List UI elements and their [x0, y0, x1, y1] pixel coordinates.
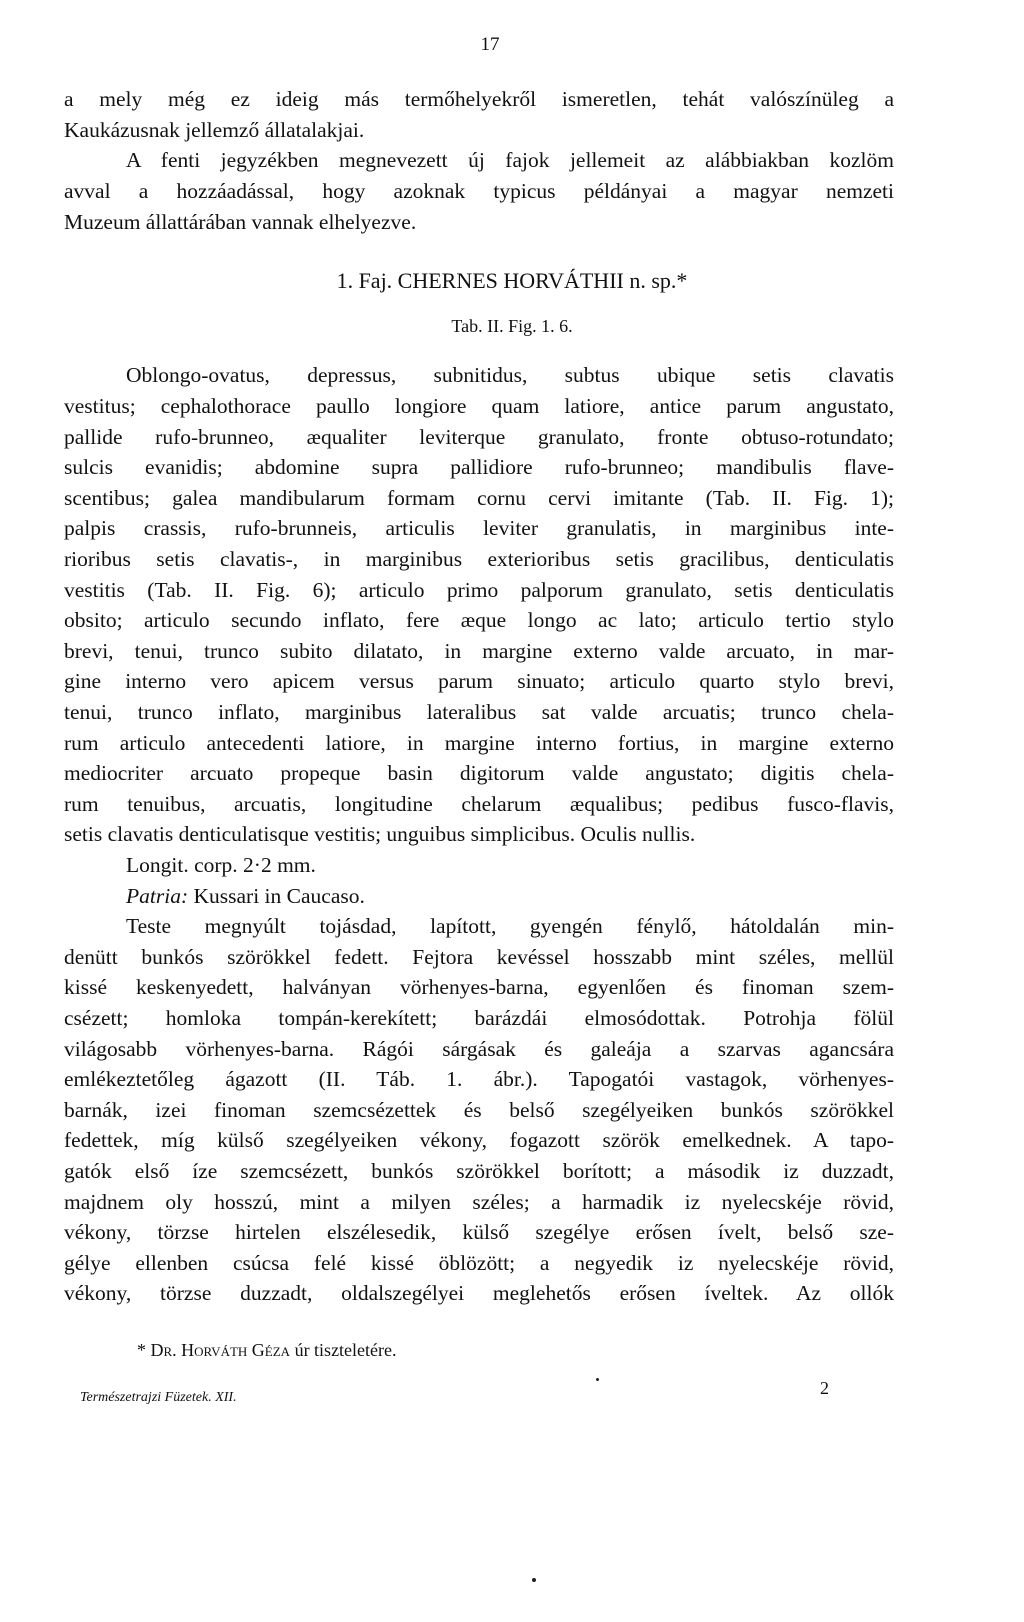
footnote	[137, 1340, 397, 1361]
text-line: scentibus; galea mandibularum formam cornu cervi imitante (Tab. II. Fig. 1);	[64, 486, 894, 510]
text-line: mediocriter arcuato propeque basin digitorum valde angustato; digitis chela-	[64, 761, 894, 785]
text-line: A fenti jegyzékben megnevezett új fajok jellemeit az alábbiakban kozlöm	[126, 148, 894, 172]
text-line: brevi, tenui, trunco subito dilatato, in margine externo valde arcuato, in mar-	[64, 639, 894, 663]
text-line: a mely még ez ideig más termőhelyekről ismeretlen, tehát valószínüleg a	[64, 87, 894, 111]
text-line: Kaukázusnak jellemző állatalakjai.	[64, 118, 365, 142]
footnote-text: úr tiszteletére.	[294, 1340, 397, 1360]
text-line: fedettek, míg külső szegélyeiken vékony, fogazott szörök emelkednek. A tapo-	[64, 1128, 894, 1152]
footnote-name: Dr. Horváth Géza	[150, 1340, 291, 1360]
text-line: vékony, törzse hirtelen elszélesedik, külső szegélye erősen ívelt, belső sze-	[64, 1220, 894, 1244]
body-length: Longit. corp. 2·2 mm.	[126, 853, 316, 877]
species-heading: 1. Faj. CHERNES HORVÁTHII n. sp.*	[336, 268, 688, 293]
text-line: sulcis evanidis; abdomine supra pallidiore rufo-brunneo; mandibulis flave-	[64, 455, 894, 479]
text-line: barnák, izei finoman szemcsézettek és belső szegélyeiken bunkós szörökkel	[64, 1098, 894, 1122]
text-line: csézett; homloka tompán-kerekített; barázdái elmosódottak. Potrohja fölül	[64, 1006, 894, 1030]
text-line: obsito; articulo secundo inflato, fere æque longo ac lato; articulo tertio stylo	[64, 608, 894, 632]
plate-reference: Tab. II. Fig. 1. 6.	[451, 316, 573, 336]
text-line: avval a hozzáadással, hogy azoknak typicus példányai a magyar nemzeti	[64, 179, 894, 203]
footnote-mark: *	[137, 1340, 146, 1360]
page-number: 17	[480, 34, 500, 55]
locality-value: Kussari in Caucaso.	[193, 884, 365, 908]
text-line: vestitis (Tab. II. Fig. 6); articulo primo palporum granulato, setis denticulatis	[64, 578, 894, 602]
text-line: rum tenuibus, arcuatis, longitudine chelarum æqualibus; pedibus fusco-flavis,	[64, 792, 894, 816]
speck	[596, 1378, 599, 1381]
text-line: pallide rufo-brunneo, æqualiter leviterque granulato, fronte obtuso-rotundato;	[64, 425, 894, 449]
text-line: rum articulo antecedenti latiore, in margine interno fortius, in margine externo	[64, 731, 894, 755]
text-line: vékony, törzse duzzadt, oldalszegélyei meglehetős erősen íveltek. Az ollók	[64, 1281, 894, 1305]
text-line: emlékeztetőleg ágazott (II. Táb. 1. ábr.). Tapogatói vastagok, vörhenyes-	[64, 1067, 894, 1091]
text-line: kissé keskenyedett, halványan vörhenyes-barna, egyenlően és finoman szem-	[64, 975, 894, 999]
sheet-signature: 2	[820, 1378, 829, 1398]
text-line: denütt bunkós szörökkel fedett. Fejtora kevéssel hosszabb mint széles, mellül	[64, 945, 894, 969]
text-line: világosabb vörhenyes-barna. Rágói sárgásak és galeája a szarvas agancsára	[64, 1037, 894, 1061]
text-line: Muzeum állattárában vannak elhelyezve.	[64, 210, 417, 234]
text-line: rioribus setis clavatis-, in marginibus exterioribus setis gracilibus, denticulatis	[64, 547, 894, 571]
text-line: gatók első íze szemcsézett, bunkós szörökkel borított; a második iz duzzadt,	[64, 1159, 894, 1183]
text-line: vestitus; cephalothorace paullo longiore quam latiore, antice parum angustato,	[64, 394, 894, 418]
locality	[126, 881, 894, 911]
text-line: majdnem oly hosszú, mint a milyen széles; a harmadik iz nyelecskéje rövid,	[64, 1190, 894, 1214]
text-line: Teste megnyúlt tojásdad, lapított, gyengén fénylő, hátoldalán min-	[126, 914, 894, 938]
text-line: Oblongo-ovatus, depressus, subnitidus, subtus ubique setis clavatis	[126, 363, 894, 387]
journal-signature: Természetrajzi Füzetek. XII.	[80, 1390, 237, 1405]
text-line: gine interno vero apicem versus parum sinuato; articulo quarto stylo brevi,	[64, 669, 894, 693]
text-line: setis clavatis denticulatisque vestitis; unguibus simplicibus. Oculis nullis.	[64, 822, 696, 846]
text-line: palpis crassis, rufo-brunneis, articulis leviter granulatis, in marginibus inte-	[64, 516, 894, 540]
locality-label: Patria:	[126, 884, 189, 908]
text-line: tenui, trunco inflato, marginibus lateralibus sat valde arcuatis; trunco chela-	[64, 700, 894, 724]
text-line: gélye ellenben csúcsa felé kissé öblözött; a negyedik iz nyelecskéje rövid,	[64, 1251, 894, 1275]
speck	[532, 1578, 536, 1582]
